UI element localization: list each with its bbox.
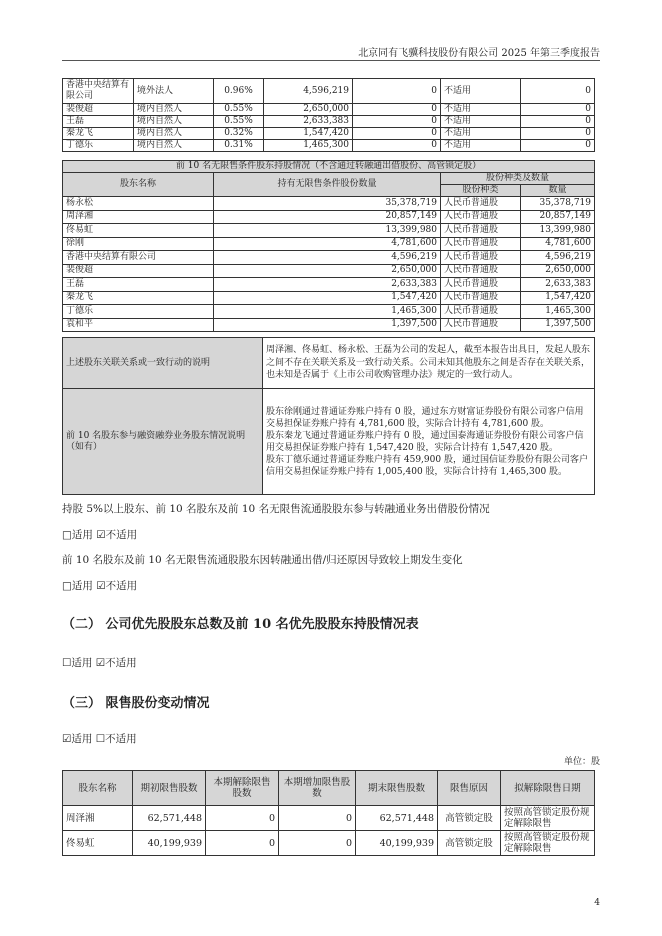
share-count: 1,547,420 (521, 291, 595, 305)
pledge-status: 不适用 (441, 79, 521, 104)
holder-shares: 2,633,383 (264, 116, 353, 128)
column-header: 本期解除限售股数 (206, 771, 279, 806)
share-kind: 人民币普通股 (441, 197, 521, 211)
holder-name: 周泽湘 (63, 210, 214, 224)
pledge-status: 不适用 (441, 128, 521, 140)
holder-type: 境内自然人 (134, 116, 214, 128)
holder-type: 境内自然人 (134, 128, 214, 140)
table-row (63, 197, 595, 211)
holder-name: 佟易虹 (63, 831, 133, 856)
column-header: 期末限售股数 (356, 771, 438, 806)
page-header: 北京同有飞骥科技股份有限公司 2025 年第三季度报告 (358, 48, 600, 59)
col-name: 股东名称 (63, 173, 214, 197)
holder-type: 境内自然人 (134, 104, 214, 116)
top-holders-table (62, 78, 595, 152)
table-row (63, 128, 595, 140)
holder-name: 王磊 (63, 278, 214, 292)
table-row (63, 104, 595, 116)
pledge-status: 不适用 (441, 104, 521, 116)
added: 0 (279, 806, 356, 831)
holder-qty: 2,650,000 (214, 264, 441, 278)
share-kind: 人民币普通股 (441, 251, 521, 265)
holder-qty: 1,397,500 (214, 318, 441, 332)
holder-name: 秦龙飞 (63, 128, 134, 140)
pledge-status: 不适用 (441, 116, 521, 128)
unrestricted-banner: 前 10 名无限售条件股东持股情况（不含通过转融通出借股份、高管锁定股） (63, 161, 595, 173)
col-count: 数量 (521, 185, 595, 197)
restriction-reason: 高管锁定股 (438, 806, 501, 831)
holder-restricted: 0 (353, 104, 441, 116)
share-kind: 人民币普通股 (441, 264, 521, 278)
holder-shares: 4,596,219 (264, 79, 353, 104)
unit-label: 单位：股 (563, 757, 600, 767)
share-kind: 人民币普通股 (441, 278, 521, 292)
share-count: 20,857,149 (521, 210, 595, 224)
share-count: 4,781,600 (521, 237, 595, 251)
holder-name: 杨永松 (63, 197, 214, 211)
page-number: 4 (594, 898, 600, 908)
holder-name: 秦龙飞 (63, 291, 214, 305)
holder-pct: 0.55% (214, 104, 264, 116)
relation-label: 上述股东关联关系或一致行动的说明 (63, 338, 263, 389)
column-header: 限售原因 (438, 771, 501, 806)
table-row (63, 278, 595, 292)
col-kind-group: 股份种类及数量 (441, 173, 595, 185)
notes-table (62, 337, 595, 495)
share-kind: 人民币普通股 (441, 237, 521, 251)
release-date: 按照高管锁定股份规定解除限售 (501, 831, 595, 856)
restricted-shares-table (62, 770, 595, 856)
pledge-qty: 0 (521, 128, 595, 140)
margin-label: 前 10 名股东参与融资融券业务股东情况说明（如有） (63, 389, 263, 495)
holder-name: 佟易虹 (63, 224, 214, 238)
share-kind: 人民币普通股 (441, 210, 521, 224)
holder-pct: 0.96% (214, 79, 264, 104)
holder-name: 王磊 (63, 116, 134, 128)
holder-qty: 1,547,420 (214, 291, 441, 305)
holder-qty: 4,781,600 (214, 237, 441, 251)
section2-checkbox[interactable]: ☐适用 ☑不适用 (62, 657, 137, 669)
relation-text: 周泽湘、佟易虹、杨永松、王磊为公司的发起人，截至本报告出具日，发起人股东之间不存在关联关系及一致行动关系。公司未知其他股东之间是否存在关联关系，也未知是否属于《上市公司收购管理办法》规定的一致行动人。 (263, 338, 595, 389)
holder-name: 裴俊超 (63, 264, 214, 278)
holder-shares: 1,547,420 (264, 128, 353, 140)
release-date: 按照高管锁定股份规定解除限售 (501, 806, 595, 831)
share-count: 13,399,980 (521, 224, 595, 238)
restriction-reason: 高管锁定股 (438, 831, 501, 856)
holder-name: 裴俊超 (63, 104, 134, 116)
column-header: 股东名称 (63, 771, 133, 806)
share-kind: 人民币普通股 (441, 291, 521, 305)
holder-qty: 20,857,149 (214, 210, 441, 224)
opening-restricted: 62,571,448 (133, 806, 206, 831)
column-header: 本期增加限售股数 (279, 771, 356, 806)
column-header: 拟解除限售日期 (501, 771, 595, 806)
holder-qty: 4,596,219 (214, 251, 441, 265)
holder-pct: 0.31% (214, 140, 264, 152)
share-count: 1,465,300 (521, 305, 595, 319)
table-row (63, 305, 595, 319)
unrestricted-holders-table (62, 160, 595, 332)
table-row (63, 291, 595, 305)
holder-shares: 2,650,000 (264, 104, 353, 116)
holder-name: 丁德乐 (63, 140, 134, 152)
section3-checkbox[interactable]: ☑适用 ☐不适用 (62, 733, 137, 745)
table-row (63, 251, 595, 265)
pledge-qty: 0 (521, 79, 595, 104)
share-count: 1,397,500 (521, 318, 595, 332)
header-row (63, 771, 595, 806)
holder-restricted: 0 (353, 79, 441, 104)
table-row (63, 264, 595, 278)
holder-type: 境外法人 (134, 79, 214, 104)
opening-restricted: 40,199,939 (133, 831, 206, 856)
holder-pct: 0.55% (214, 116, 264, 128)
closing-restricted: 62,571,448 (356, 806, 438, 831)
margin-text: 股东秦龙飞通过普通证券账户持有 0 股，通过国泰海通证券股份有限公司客户信用交易担保证券账户持有 1,547,420 股，实际合计持有 1,547,420 股。 (266, 430, 584, 453)
change-title: 前 10 名股东及前 10 名无限售流通股股东因转融通出借/归还原因导致较上期发生变化 (62, 554, 463, 566)
margin-text: 股东丁德乐通过普通证券账户持有 459,900 股，通过国信证券股份有限公司客户信用交易担保证券账户持有 1,005,400 股，实际合计持有 1,465,300 股。 (266, 454, 588, 477)
header-divider (62, 60, 600, 61)
holder-qty: 1,465,300 (214, 305, 441, 319)
section2-heading: （二） 公司优先股股东总数及前 10 名优先股股东持股情况表 (62, 617, 419, 632)
released: 0 (206, 806, 279, 831)
holder-shares: 1,465,300 (264, 140, 353, 152)
share-count: 2,650,000 (521, 264, 595, 278)
closing-restricted: 40,199,939 (356, 831, 438, 856)
table-row (63, 831, 595, 856)
holder-restricted: 0 (353, 116, 441, 128)
holder-qty: 2,633,383 (214, 278, 441, 292)
col-kind: 股份种类 (441, 185, 521, 197)
table-row (63, 116, 595, 128)
lending-checkbox[interactable]: □适用 ☑不适用 (62, 529, 138, 541)
share-kind: 人民币普通股 (441, 318, 521, 332)
table-row (63, 210, 595, 224)
added: 0 (279, 831, 356, 856)
holder-pct: 0.32% (214, 128, 264, 140)
share-count: 35,378,719 (521, 197, 595, 211)
table-row (63, 318, 595, 332)
share-kind: 人民币普通股 (441, 224, 521, 238)
holder-name: 周泽湘 (63, 806, 133, 831)
margin-text: 股东徐刚通过普通证券账户持有 0 股，通过东方财富证券股份有限公司客户信用交易担保证券账户持有 4,781,600 股，实际合计持有 4,781,600 股。 (266, 406, 584, 429)
pledge-qty: 0 (521, 116, 595, 128)
pledge-qty: 0 (521, 140, 595, 152)
table-row (63, 806, 595, 831)
holder-name: 丁德乐 (63, 305, 214, 319)
share-kind: 人民币普通股 (441, 305, 521, 319)
change-checkbox[interactable]: □适用 ☑不适用 (62, 580, 138, 592)
col-qty: 持有无限售条件股份数量 (214, 173, 441, 197)
pledge-status: 不适用 (441, 140, 521, 152)
holder-name: 袁和平 (63, 318, 214, 332)
share-count: 2,633,383 (521, 278, 595, 292)
pledge-qty: 0 (521, 104, 595, 116)
table-row (63, 79, 595, 104)
holder-name: 香港中央结算有限公司 (63, 79, 134, 104)
holder-qty: 35,378,719 (214, 197, 441, 211)
share-count: 4,596,219 (521, 251, 595, 265)
holder-restricted: 0 (353, 128, 441, 140)
holder-name: 徐刚 (63, 237, 214, 251)
released: 0 (206, 831, 279, 856)
table-row (63, 237, 595, 251)
table-row (63, 224, 595, 238)
column-header: 期初限售股数 (133, 771, 206, 806)
holder-restricted: 0 (353, 140, 441, 152)
lending-title: 持股 5%以上股东、前 10 名股东及前 10 名无限售流通股股东参与转融通业务出借股份情况 (62, 503, 490, 515)
holder-name: 香港中央结算有限公司 (63, 251, 214, 265)
section3-heading: （三） 限售股份变动情况 (62, 696, 210, 711)
holder-type: 境内自然人 (134, 140, 214, 152)
table-row (63, 140, 595, 152)
holder-qty: 13,399,980 (214, 224, 441, 238)
